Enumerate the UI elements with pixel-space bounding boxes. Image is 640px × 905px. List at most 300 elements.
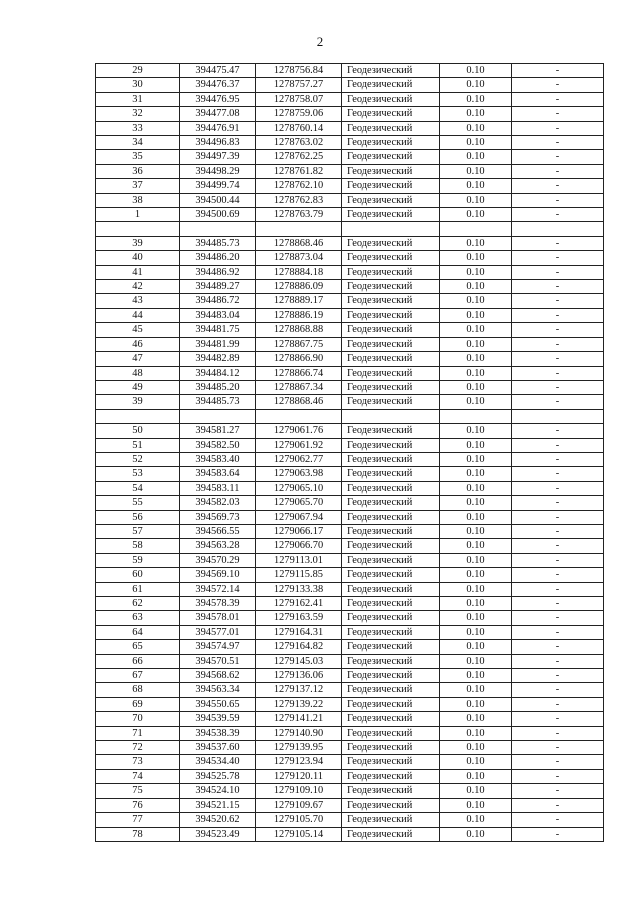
empty-cell <box>180 222 256 236</box>
point-number-cell: 1 <box>96 208 180 222</box>
coordinate-x-cell: 394475.47 <box>180 64 256 78</box>
coordinate-x-cell: 394534.40 <box>180 755 256 769</box>
note-cell: - <box>512 726 604 740</box>
table-row <box>96 438 604 452</box>
coordinate-x-cell: 394499.74 <box>180 179 256 193</box>
coordinate-y-cell: 1279063.98 <box>256 467 342 481</box>
point-number-cell: 62 <box>96 597 180 611</box>
point-number-cell: 71 <box>96 726 180 740</box>
empty-cell <box>180 409 256 423</box>
precision-cell: 0.10 <box>440 208 512 222</box>
coordinate-x-cell: 394581.27 <box>180 424 256 438</box>
precision-cell: 0.10 <box>440 524 512 538</box>
precision-cell: 0.10 <box>440 236 512 250</box>
precision-cell: 0.10 <box>440 611 512 625</box>
method-cell: Геодезический <box>342 640 440 654</box>
table-row <box>96 136 604 150</box>
table-row <box>96 481 604 495</box>
method-cell: Геодезический <box>342 755 440 769</box>
table-row <box>96 280 604 294</box>
precision-cell: 0.10 <box>440 366 512 380</box>
coordinate-y-cell: 1278868.46 <box>256 395 342 409</box>
method-cell: Геодезический <box>342 452 440 466</box>
note-cell: - <box>512 265 604 279</box>
note-cell: - <box>512 481 604 495</box>
precision-cell: 0.10 <box>440 136 512 150</box>
point-number-cell: 61 <box>96 582 180 596</box>
table-row <box>96 424 604 438</box>
note-cell: - <box>512 769 604 783</box>
coordinate-x-cell: 394485.20 <box>180 380 256 394</box>
point-number-cell: 60 <box>96 568 180 582</box>
table-row <box>96 741 604 755</box>
method-cell: Геодезический <box>342 697 440 711</box>
coordinate-y-cell: 1278762.10 <box>256 179 342 193</box>
coordinate-y-cell: 1278886.09 <box>256 280 342 294</box>
coordinate-x-cell: 394477.08 <box>180 107 256 121</box>
coordinate-x-cell: 394489.27 <box>180 280 256 294</box>
coordinate-y-cell: 1278760.14 <box>256 121 342 135</box>
method-cell: Геодезический <box>342 251 440 265</box>
coordinate-y-cell: 1278868.46 <box>256 236 342 250</box>
point-number-cell: 50 <box>96 424 180 438</box>
method-cell: Геодезический <box>342 337 440 351</box>
empty-cell <box>512 409 604 423</box>
coordinate-x-cell: 394570.51 <box>180 654 256 668</box>
method-cell: Геодезический <box>342 611 440 625</box>
note-cell: - <box>512 280 604 294</box>
coordinate-x-cell: 394583.40 <box>180 452 256 466</box>
coordinate-x-cell: 394486.20 <box>180 251 256 265</box>
precision-cell: 0.10 <box>440 352 512 366</box>
precision-cell: 0.10 <box>440 179 512 193</box>
table-row <box>96 265 604 279</box>
precision-cell: 0.10 <box>440 597 512 611</box>
table-row <box>96 597 604 611</box>
note-cell: - <box>512 136 604 150</box>
note-cell: - <box>512 539 604 553</box>
coordinate-y-cell: 1279066.70 <box>256 539 342 553</box>
table-row <box>96 654 604 668</box>
method-cell: Геодезический <box>342 568 440 582</box>
point-number-cell: 76 <box>96 798 180 812</box>
coordinate-y-cell: 1279141.21 <box>256 712 342 726</box>
coordinate-y-cell: 1279162.41 <box>256 597 342 611</box>
note-cell: - <box>512 813 604 827</box>
point-number-cell: 72 <box>96 741 180 755</box>
table-row <box>96 582 604 596</box>
note-cell: - <box>512 366 604 380</box>
coordinate-x-cell: 394523.49 <box>180 827 256 841</box>
coordinate-x-cell: 394583.64 <box>180 467 256 481</box>
precision-cell: 0.10 <box>440 251 512 265</box>
coordinate-x-cell: 394569.10 <box>180 568 256 582</box>
coordinate-x-cell: 394482.89 <box>180 352 256 366</box>
table-row <box>96 337 604 351</box>
coordinate-y-cell: 1279066.17 <box>256 524 342 538</box>
method-cell: Геодезический <box>342 265 440 279</box>
point-number-cell: 48 <box>96 366 180 380</box>
table-row <box>96 150 604 164</box>
table-row <box>96 308 604 322</box>
precision-cell: 0.10 <box>440 654 512 668</box>
coordinate-y-cell: 1278758.07 <box>256 92 342 106</box>
coordinates-table-body <box>96 64 604 842</box>
precision-cell: 0.10 <box>440 769 512 783</box>
table-row <box>96 107 604 121</box>
note-cell: - <box>512 251 604 265</box>
table-row <box>96 92 604 106</box>
note-cell: - <box>512 179 604 193</box>
coordinate-x-cell: 394476.91 <box>180 121 256 135</box>
coordinate-y-cell: 1278866.74 <box>256 366 342 380</box>
point-number-cell: 65 <box>96 640 180 654</box>
coordinate-y-cell: 1279105.14 <box>256 827 342 841</box>
method-cell: Геодезический <box>342 323 440 337</box>
precision-cell: 0.10 <box>440 294 512 308</box>
method-cell: Геодезический <box>342 236 440 250</box>
coordinate-y-cell: 1279139.95 <box>256 741 342 755</box>
note-cell: - <box>512 337 604 351</box>
precision-cell: 0.10 <box>440 755 512 769</box>
point-number-cell: 73 <box>96 755 180 769</box>
table-row <box>96 510 604 524</box>
method-cell: Геодезический <box>342 813 440 827</box>
coordinate-y-cell: 1279136.06 <box>256 669 342 683</box>
coordinate-y-cell: 1278761.82 <box>256 164 342 178</box>
precision-cell: 0.10 <box>440 193 512 207</box>
point-number-cell: 78 <box>96 827 180 841</box>
coordinate-x-cell: 394496.83 <box>180 136 256 150</box>
table-row <box>96 164 604 178</box>
method-cell: Геодезический <box>342 625 440 639</box>
precision-cell: 0.10 <box>440 150 512 164</box>
note-cell: - <box>512 121 604 135</box>
method-cell: Геодезический <box>342 150 440 164</box>
table-row <box>96 712 604 726</box>
note-cell: - <box>512 380 604 394</box>
point-number-cell: 69 <box>96 697 180 711</box>
coordinate-y-cell: 1279113.01 <box>256 553 342 567</box>
note-cell: - <box>512 294 604 308</box>
method-cell: Геодезический <box>342 553 440 567</box>
point-number-cell: 42 <box>96 280 180 294</box>
note-cell: - <box>512 669 604 683</box>
point-number-cell: 57 <box>96 524 180 538</box>
method-cell: Геодезический <box>342 380 440 394</box>
method-cell: Геодезический <box>342 784 440 798</box>
coordinate-x-cell: 394485.73 <box>180 236 256 250</box>
note-cell: - <box>512 308 604 322</box>
method-cell: Геодезический <box>342 121 440 135</box>
table-separator-row <box>96 222 604 236</box>
method-cell: Геодезический <box>342 597 440 611</box>
coordinate-x-cell: 394572.14 <box>180 582 256 596</box>
note-cell: - <box>512 496 604 510</box>
table-row <box>96 683 604 697</box>
table-row <box>96 251 604 265</box>
coordinate-x-cell: 394583.11 <box>180 481 256 495</box>
note-cell: - <box>512 64 604 78</box>
coordinate-y-cell: 1278763.02 <box>256 136 342 150</box>
table-row <box>96 467 604 481</box>
coordinate-y-cell: 1279120.11 <box>256 769 342 783</box>
point-number-cell: 66 <box>96 654 180 668</box>
table-row <box>96 611 604 625</box>
table-row <box>96 352 604 366</box>
point-number-cell: 37 <box>96 179 180 193</box>
note-cell: - <box>512 107 604 121</box>
note-cell: - <box>512 92 604 106</box>
table-row <box>96 640 604 654</box>
note-cell: - <box>512 78 604 92</box>
coordinate-x-cell: 394485.73 <box>180 395 256 409</box>
method-cell: Геодезический <box>342 467 440 481</box>
coordinate-y-cell: 1278886.19 <box>256 308 342 322</box>
coordinate-x-cell: 394524.10 <box>180 784 256 798</box>
precision-cell: 0.10 <box>440 784 512 798</box>
empty-cell <box>96 409 180 423</box>
coordinate-x-cell: 394486.92 <box>180 265 256 279</box>
coordinate-x-cell: 394497.39 <box>180 150 256 164</box>
table-row <box>96 323 604 337</box>
point-number-cell: 77 <box>96 813 180 827</box>
coordinate-y-cell: 1278866.90 <box>256 352 342 366</box>
coordinate-x-cell: 394476.95 <box>180 92 256 106</box>
coordinate-y-cell: 1278868.88 <box>256 323 342 337</box>
note-cell: - <box>512 236 604 250</box>
point-number-cell: 38 <box>96 193 180 207</box>
method-cell: Геодезический <box>342 798 440 812</box>
coordinate-y-cell: 1279145.03 <box>256 654 342 668</box>
point-number-cell: 58 <box>96 539 180 553</box>
point-number-cell: 63 <box>96 611 180 625</box>
precision-cell: 0.10 <box>440 625 512 639</box>
method-cell: Геодезический <box>342 92 440 106</box>
coordinate-y-cell: 1279067.94 <box>256 510 342 524</box>
coordinate-x-cell: 394566.55 <box>180 524 256 538</box>
precision-cell: 0.10 <box>440 323 512 337</box>
method-cell: Геодезический <box>342 496 440 510</box>
method-cell: Геодезический <box>342 308 440 322</box>
coordinate-y-cell: 1278756.84 <box>256 64 342 78</box>
method-cell: Геодезический <box>342 136 440 150</box>
precision-cell: 0.10 <box>440 568 512 582</box>
note-cell: - <box>512 510 604 524</box>
coordinate-x-cell: 394525.78 <box>180 769 256 783</box>
point-number-cell: 32 <box>96 107 180 121</box>
method-cell: Геодезический <box>342 741 440 755</box>
method-cell: Геодезический <box>342 481 440 495</box>
coordinate-x-cell: 394578.01 <box>180 611 256 625</box>
method-cell: Геодезический <box>342 366 440 380</box>
note-cell: - <box>512 323 604 337</box>
coordinate-x-cell: 394481.75 <box>180 323 256 337</box>
coordinate-x-cell: 394483.04 <box>180 308 256 322</box>
precision-cell: 0.10 <box>440 121 512 135</box>
empty-cell <box>342 409 440 423</box>
coordinate-x-cell: 394563.28 <box>180 539 256 553</box>
note-cell: - <box>512 654 604 668</box>
point-number-cell: 55 <box>96 496 180 510</box>
coordinate-x-cell: 394537.60 <box>180 741 256 755</box>
note-cell: - <box>512 640 604 654</box>
coordinate-x-cell: 394550.65 <box>180 697 256 711</box>
note-cell: - <box>512 625 604 639</box>
note-cell: - <box>512 755 604 769</box>
method-cell: Геодезический <box>342 395 440 409</box>
table-row <box>96 827 604 841</box>
coordinate-y-cell: 1279164.31 <box>256 625 342 639</box>
note-cell: - <box>512 553 604 567</box>
precision-cell: 0.10 <box>440 337 512 351</box>
coordinate-y-cell: 1278884.18 <box>256 265 342 279</box>
coordinate-y-cell: 1278757.27 <box>256 78 342 92</box>
point-number-cell: 31 <box>96 92 180 106</box>
coordinate-x-cell: 394500.69 <box>180 208 256 222</box>
coordinate-x-cell: 394500.44 <box>180 193 256 207</box>
empty-cell <box>256 222 342 236</box>
precision-cell: 0.10 <box>440 64 512 78</box>
point-number-cell: 29 <box>96 64 180 78</box>
note-cell: - <box>512 582 604 596</box>
point-number-cell: 45 <box>96 323 180 337</box>
coordinate-y-cell: 1279105.70 <box>256 813 342 827</box>
table-row <box>96 395 604 409</box>
coordinate-x-cell: 394574.97 <box>180 640 256 654</box>
note-cell: - <box>512 467 604 481</box>
note-cell: - <box>512 597 604 611</box>
precision-cell: 0.10 <box>440 539 512 553</box>
point-number-cell: 36 <box>96 164 180 178</box>
coordinate-x-cell: 394563.34 <box>180 683 256 697</box>
table-row <box>96 726 604 740</box>
method-cell: Геодезический <box>342 179 440 193</box>
method-cell: Геодезический <box>342 654 440 668</box>
note-cell: - <box>512 697 604 711</box>
point-number-cell: 47 <box>96 352 180 366</box>
point-number-cell: 68 <box>96 683 180 697</box>
precision-cell: 0.10 <box>440 553 512 567</box>
coordinate-x-cell: 394570.29 <box>180 553 256 567</box>
note-cell: - <box>512 150 604 164</box>
coordinate-y-cell: 1279133.38 <box>256 582 342 596</box>
precision-cell: 0.10 <box>440 438 512 452</box>
coordinate-x-cell: 394484.12 <box>180 366 256 380</box>
coordinate-x-cell: 394520.62 <box>180 813 256 827</box>
point-number-cell: 64 <box>96 625 180 639</box>
coordinate-y-cell: 1279065.70 <box>256 496 342 510</box>
precision-cell: 0.10 <box>440 380 512 394</box>
precision-cell: 0.10 <box>440 582 512 596</box>
coordinate-x-cell: 394577.01 <box>180 625 256 639</box>
method-cell: Геодезический <box>342 683 440 697</box>
method-cell: Геодезический <box>342 769 440 783</box>
point-number-cell: 40 <box>96 251 180 265</box>
method-cell: Геодезический <box>342 294 440 308</box>
precision-cell: 0.10 <box>440 78 512 92</box>
coordinate-x-cell: 394538.39 <box>180 726 256 740</box>
note-cell: - <box>512 568 604 582</box>
point-number-cell: 39 <box>96 236 180 250</box>
table-row <box>96 669 604 683</box>
coordinate-y-cell: 1278763.79 <box>256 208 342 222</box>
coordinate-y-cell: 1279137.12 <box>256 683 342 697</box>
point-number-cell: 51 <box>96 438 180 452</box>
method-cell: Геодезический <box>342 78 440 92</box>
coordinates-table <box>95 63 604 842</box>
coordinate-y-cell: 1279139.22 <box>256 697 342 711</box>
point-number-cell: 33 <box>96 121 180 135</box>
empty-cell <box>96 222 180 236</box>
method-cell: Геодезический <box>342 726 440 740</box>
method-cell: Геодезический <box>342 164 440 178</box>
precision-cell: 0.10 <box>440 697 512 711</box>
table-row <box>96 121 604 135</box>
note-cell: - <box>512 452 604 466</box>
precision-cell: 0.10 <box>440 798 512 812</box>
table-row <box>96 553 604 567</box>
coordinate-y-cell: 1279061.92 <box>256 438 342 452</box>
coordinate-y-cell: 1278867.34 <box>256 380 342 394</box>
empty-cell <box>512 222 604 236</box>
point-number-cell: 39 <box>96 395 180 409</box>
method-cell: Геодезический <box>342 539 440 553</box>
precision-cell: 0.10 <box>440 640 512 654</box>
table-row <box>96 179 604 193</box>
coordinate-y-cell: 1278889.17 <box>256 294 342 308</box>
precision-cell: 0.10 <box>440 265 512 279</box>
method-cell: Геодезический <box>342 582 440 596</box>
empty-cell <box>256 409 342 423</box>
precision-cell: 0.10 <box>440 107 512 121</box>
table-row <box>96 452 604 466</box>
precision-cell: 0.10 <box>440 164 512 178</box>
coordinate-x-cell: 394569.73 <box>180 510 256 524</box>
precision-cell: 0.10 <box>440 452 512 466</box>
precision-cell: 0.10 <box>440 726 512 740</box>
precision-cell: 0.10 <box>440 741 512 755</box>
note-cell: - <box>512 827 604 841</box>
table-row <box>96 798 604 812</box>
note-cell: - <box>512 683 604 697</box>
note-cell: - <box>512 524 604 538</box>
coordinate-y-cell: 1279062.77 <box>256 452 342 466</box>
point-number-cell: 43 <box>96 294 180 308</box>
coordinate-y-cell: 1279140.90 <box>256 726 342 740</box>
precision-cell: 0.10 <box>440 683 512 697</box>
coordinate-y-cell: 1279123.94 <box>256 755 342 769</box>
coordinate-y-cell: 1279061.76 <box>256 424 342 438</box>
table-row <box>96 208 604 222</box>
method-cell: Геодезический <box>342 827 440 841</box>
table-row <box>96 294 604 308</box>
method-cell: Геодезический <box>342 64 440 78</box>
point-number-cell: 74 <box>96 769 180 783</box>
precision-cell: 0.10 <box>440 669 512 683</box>
coordinate-y-cell: 1278762.83 <box>256 193 342 207</box>
point-number-cell: 34 <box>96 136 180 150</box>
point-number-cell: 53 <box>96 467 180 481</box>
method-cell: Геодезический <box>342 438 440 452</box>
note-cell: - <box>512 352 604 366</box>
point-number-cell: 75 <box>96 784 180 798</box>
coordinate-y-cell: 1279109.10 <box>256 784 342 798</box>
table-row <box>96 539 604 553</box>
table-row <box>96 813 604 827</box>
table-row <box>96 236 604 250</box>
method-cell: Геодезический <box>342 352 440 366</box>
